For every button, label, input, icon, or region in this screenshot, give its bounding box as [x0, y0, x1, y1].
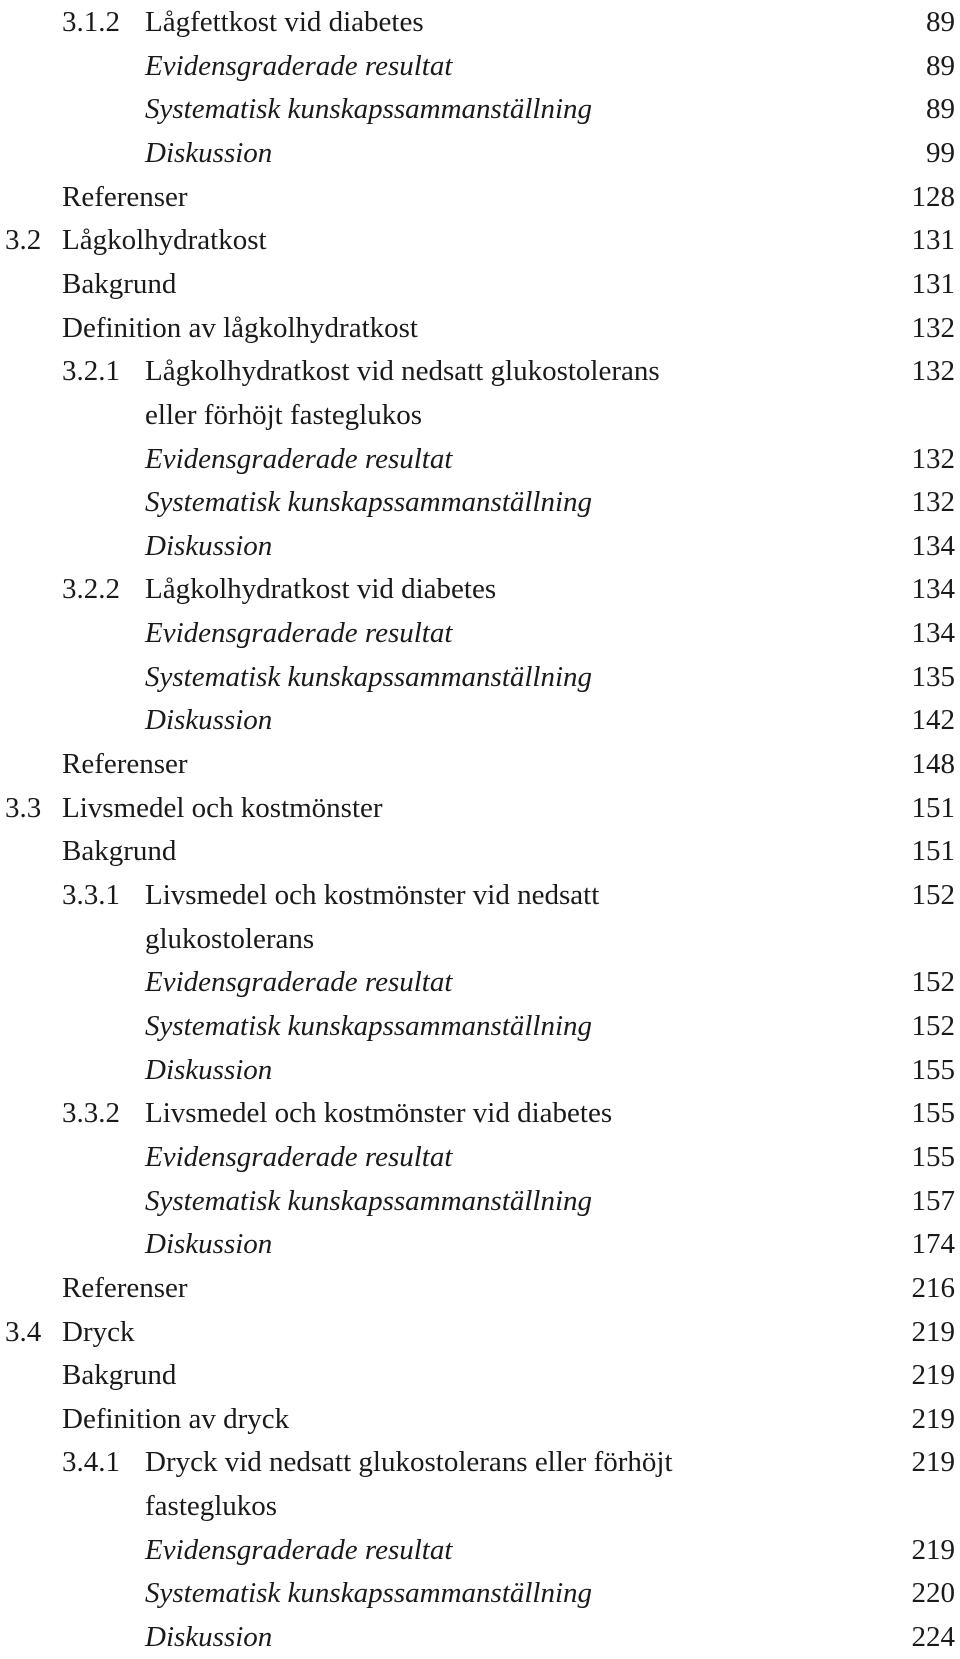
toc-entry[interactable] [0, 1615, 960, 1659]
toc-entry[interactable] [0, 1353, 960, 1397]
toc-entry-title: Livsmedel och kostmönster [62, 791, 383, 824]
toc-entry[interactable] [0, 1048, 960, 1092]
toc-entry-page: 89 [926, 49, 955, 82]
toc-entry[interactable] [0, 44, 960, 88]
toc-entry-page: 132 [911, 355, 955, 388]
toc-entry-number: 3.2.2 [62, 573, 120, 606]
toc-entry-page: 132 [911, 486, 955, 519]
toc-entry[interactable] [0, 917, 960, 961]
toc-entry-page: 132 [911, 442, 955, 475]
toc-entry[interactable] [0, 218, 960, 262]
toc-entry-title: Systematisk kunskapssammanställning [145, 1009, 593, 1042]
toc-entry-title: Systematisk kunskapssammanställning [145, 1184, 593, 1217]
toc-entry[interactable] [0, 349, 960, 393]
toc-entry[interactable] [0, 742, 960, 786]
toc-entry[interactable] [0, 175, 960, 219]
toc-entry-page: 134 [911, 573, 955, 606]
toc-entry-page: 216 [911, 1271, 955, 1304]
toc-entry-title: Definition av dryck [62, 1402, 290, 1435]
toc-entry-number: 3.3.1 [62, 879, 120, 911]
toc-entry-title: Livsmedel och kostmönster vid nedsatt [145, 879, 600, 911]
toc-entry-title: eller förhöjt fasteglukos [145, 398, 423, 431]
toc-entry-title: Systematisk kunskapssammanställning [145, 1577, 593, 1610]
toc-entry-title: Referenser [62, 748, 188, 781]
toc-entry-page: 134 [911, 529, 955, 562]
toc-entry-page: 132 [911, 311, 955, 344]
toc-entry-number: 3.1.2 [62, 6, 120, 38]
toc-entry-title: Bakgrund [62, 267, 177, 300]
toc-entry[interactable] [0, 87, 960, 131]
toc-entry[interactable] [0, 393, 960, 437]
toc-entry-page: 148 [911, 748, 955, 781]
toc-entry[interactable] [0, 829, 960, 873]
toc-entry-page: 151 [911, 791, 955, 824]
toc-entry-title: Evidensgraderade resultat [145, 1533, 453, 1566]
toc-entry-page: 219 [911, 1402, 955, 1435]
toc-entry-title: Dryck vid nedsatt glukostolerans eller förhöjt [145, 1446, 673, 1479]
toc-entry-page: 224 [911, 1621, 955, 1654]
toc-entry[interactable] [0, 1310, 960, 1354]
toc-entry-title: Bakgrund [62, 835, 177, 868]
toc-entry[interactable] [0, 873, 960, 917]
toc-entry[interactable] [0, 567, 960, 611]
toc-entry-title: Systematisk kunskapssammanställning [145, 486, 593, 519]
toc-entry-page: 89 [926, 6, 955, 38]
toc-entry-page: 99 [926, 136, 955, 169]
toc-entry[interactable] [0, 1571, 960, 1615]
toc-entry-page: 219 [911, 1446, 955, 1479]
toc-entry-title: Diskussion [145, 1053, 273, 1086]
toc-entry-title: Evidensgraderade resultat [145, 49, 453, 82]
toc-entry-page: 151 [911, 835, 955, 868]
toc-entry-title: Evidensgraderade resultat [145, 442, 453, 475]
toc-entry-title: Referenser [62, 1271, 188, 1304]
toc-entry-title: glukostolerans [145, 922, 315, 955]
toc-entry[interactable] [0, 1179, 960, 1223]
toc-entry[interactable] [0, 1266, 960, 1310]
toc-entry-title: Diskussion [145, 529, 273, 562]
toc-entry[interactable] [0, 1135, 960, 1179]
toc-entry-title: Lågkolhydratkost [62, 224, 267, 257]
toc-entry-title: Evidensgraderade resultat [145, 966, 453, 999]
toc-entry[interactable] [0, 611, 960, 655]
toc-entry[interactable] [0, 480, 960, 524]
toc-entry[interactable] [0, 960, 960, 1004]
toc-entry-title: Lågkolhydratkost vid diabetes [145, 573, 497, 606]
toc-entry-number: 3.2 [5, 224, 42, 257]
toc-entry-title: Evidensgraderade resultat [145, 617, 453, 650]
toc-entry-title: Systematisk kunskapssammanställning [145, 93, 593, 126]
toc-entry-title: Bakgrund [62, 1359, 177, 1392]
toc-entry-title: Diskussion [145, 1621, 273, 1654]
toc-entry-page: 142 [911, 704, 955, 737]
toc-entry-title: fasteglukos [145, 1490, 278, 1523]
toc-entry-page: 152 [911, 966, 955, 999]
toc-entry-title: Lågkolhydratkost vid nedsatt glukostolerans [145, 355, 660, 388]
toc-entry[interactable] [0, 1440, 960, 1484]
toc-entry-title: Diskussion [145, 704, 273, 737]
toc-entry[interactable] [0, 437, 960, 481]
toc-entry-page: 152 [911, 879, 955, 911]
toc-entry-title: Systematisk kunskapssammanställning [145, 660, 593, 693]
toc-entry-title: Diskussion [145, 136, 273, 169]
toc-entry-page: 155 [911, 1140, 955, 1173]
toc-entry[interactable] [0, 698, 960, 742]
toc-entry-title: Definition av lågkolhydratkost [62, 311, 418, 344]
toc-entry[interactable] [0, 786, 960, 830]
toc-entry[interactable] [0, 524, 960, 568]
toc-entry-title: Referenser [62, 180, 188, 213]
toc-entry[interactable] [0, 1091, 960, 1135]
toc-entry-page: 219 [911, 1359, 955, 1392]
toc-entry-title: Lågfettkost vid diabetes [145, 6, 424, 38]
toc-entry-page: 174 [911, 1228, 955, 1261]
toc-entry[interactable] [0, 131, 960, 175]
toc-entry[interactable] [0, 1528, 960, 1572]
toc-entry[interactable] [0, 1484, 960, 1528]
toc-entry-page: 152 [911, 1009, 955, 1042]
toc-entry-page: 220 [911, 1577, 955, 1610]
toc-entry-page: 131 [911, 267, 955, 300]
toc-entry-title: Evidensgraderade resultat [145, 1140, 453, 1173]
toc-entry-number: 3.4.1 [62, 1446, 120, 1479]
toc-entry-page: 89 [926, 93, 955, 126]
toc-entry-number: 3.3.2 [62, 1097, 120, 1130]
toc-entry-title: Livsmedel och kostmönster vid diabetes [145, 1097, 613, 1130]
toc-entry[interactable] [0, 0, 960, 44]
toc-entry-number: 3.3 [5, 791, 42, 824]
toc-entry[interactable] [0, 655, 960, 699]
toc-entry-page: 135 [911, 660, 955, 693]
toc-entry-page: 128 [911, 180, 955, 213]
toc-entry[interactable] [0, 1222, 960, 1266]
toc-entry-title: Diskussion [145, 1228, 273, 1261]
toc-entry-page: 155 [911, 1097, 955, 1130]
toc-entry-page: 219 [911, 1533, 955, 1566]
toc-entry[interactable] [0, 1004, 960, 1048]
toc-entry[interactable] [0, 1397, 960, 1441]
toc-entry-number: 3.2.1 [62, 355, 120, 388]
toc-entry-page: 155 [911, 1053, 955, 1086]
toc-entry-page: 131 [911, 224, 955, 257]
toc-entry-title: Dryck [62, 1315, 135, 1348]
toc-entry[interactable] [0, 306, 960, 350]
toc-entry-page: 219 [911, 1315, 955, 1348]
toc-entry-number: 3.4 [5, 1315, 42, 1348]
toc-entry[interactable] [0, 262, 960, 306]
toc-entry-page: 134 [911, 617, 955, 650]
toc-entry-page: 157 [911, 1184, 955, 1217]
